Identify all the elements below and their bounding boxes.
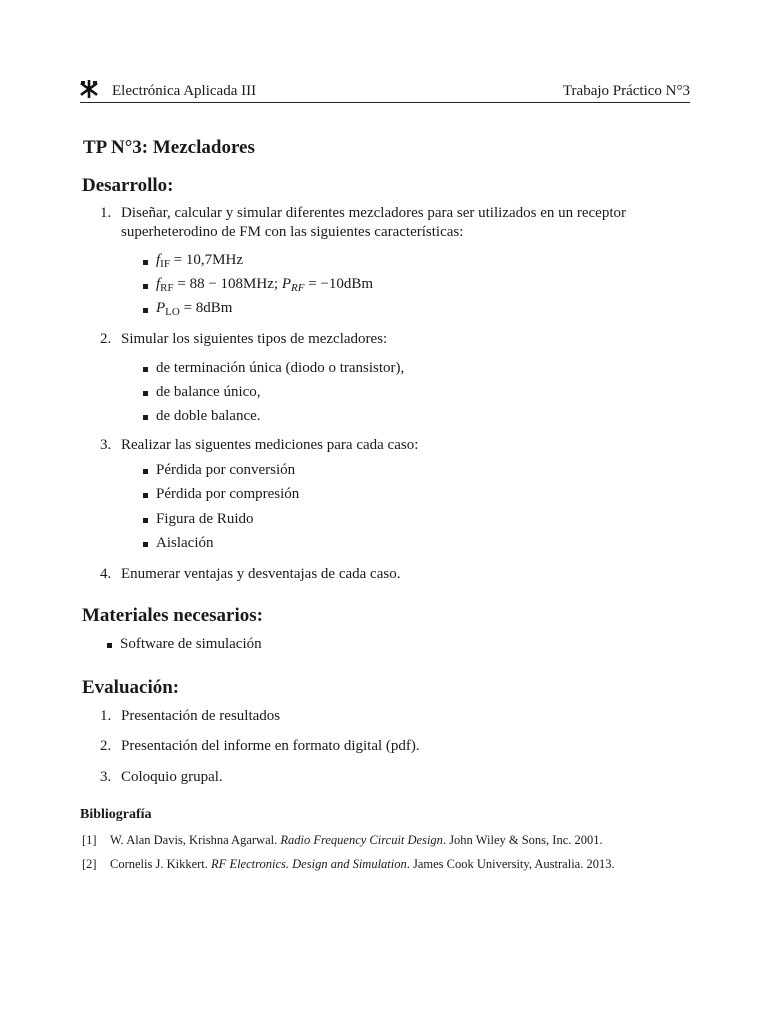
list-number: 4. <box>100 566 112 582</box>
section-heading-materiales: Materiales necesarios: <box>82 605 263 626</box>
list-item-text: Presentación del informe en formato digital (pdf). <box>121 738 420 754</box>
bullet-marker <box>143 542 148 547</box>
bullet-marker <box>143 260 148 265</box>
assignment-name: Trabajo Práctico N°3 <box>562 83 690 99</box>
course-name: Electrónica Aplicada III <box>112 83 257 99</box>
page-header <box>80 80 690 103</box>
page-title: TP N°3: Mezcladores <box>83 137 255 158</box>
list-number: 2. <box>100 331 112 347</box>
bibliography-entry: [1] W. Alan Davis, Krishna Agarwal. Radio Frequency Circuit Design. John Wiley & Sons, Inc. 2001. <box>82 833 603 847</box>
bullet-marker <box>107 643 112 648</box>
sub-list-item: de balance único, <box>156 384 261 400</box>
list-item-text: Coloquio grupal. <box>121 769 223 785</box>
list-number: 1. <box>100 205 112 221</box>
section-heading-evaluacion: Evaluación: <box>82 677 180 698</box>
spec-rf-frequency: $f_{RF} = 88 - 108MHz$; $P_{RF} = -10dBm$ <box>156 276 374 294</box>
list-item-text: Software de simulación <box>120 636 262 652</box>
spec-if-frequency: $f_{IF} = 10,7MHz$ <box>156 252 243 270</box>
spec-lo-power: $P_{LO} = 8dBm$ <box>156 300 233 318</box>
list-item-text: Presentación de resultados <box>121 708 281 724</box>
bullet-marker <box>143 308 148 313</box>
bullet-marker <box>143 367 148 372</box>
list-item-text: Diseñar, calcular y simular diferentes mezcladores para ser utilizados en un receptor <box>121 205 627 221</box>
bibliography-heading: Bibliografía <box>80 807 152 822</box>
sub-list-item: de terminación única (diodo o transistor), <box>156 360 405 376</box>
bullet-marker <box>143 415 148 420</box>
list-number: 2. <box>100 738 112 754</box>
university-logo-icon <box>80 80 98 98</box>
sub-list-item: Pérdida por conversión <box>156 462 296 478</box>
sub-list-item: de doble balance. <box>156 408 261 424</box>
sub-list-item: Figura de Ruido <box>156 511 254 527</box>
bullet-marker <box>143 284 148 289</box>
list-item-text: Simular los siguientes tipos de mezcladores: <box>121 331 388 347</box>
list-item-text: superheterodino de FM con las siguientes características: <box>121 224 464 240</box>
bullet-marker <box>143 391 148 396</box>
list-item-text: Enumerar ventajas y desventajas de cada caso. <box>121 566 401 582</box>
sub-list-item: Aislación <box>156 535 214 551</box>
list-item-text: Realizar las siguentes mediciones para cada caso: <box>121 437 419 453</box>
sub-list-item: Pérdida por compresión <box>156 486 300 502</box>
bullet-marker <box>143 518 148 523</box>
bibliography-entry: [2] Cornelis J. Kikkert. RF Electronics. Design and Simulation. James Cook University, Australia. 2013. <box>82 857 615 871</box>
list-number: 3. <box>100 437 112 453</box>
list-number: 3. <box>100 769 112 785</box>
section-heading-desarrollo: Desarrollo: <box>82 175 174 196</box>
bullet-marker <box>143 469 148 474</box>
document-page <box>80 80 690 871</box>
list-number: 1. <box>100 708 112 724</box>
bullet-marker <box>143 493 148 498</box>
